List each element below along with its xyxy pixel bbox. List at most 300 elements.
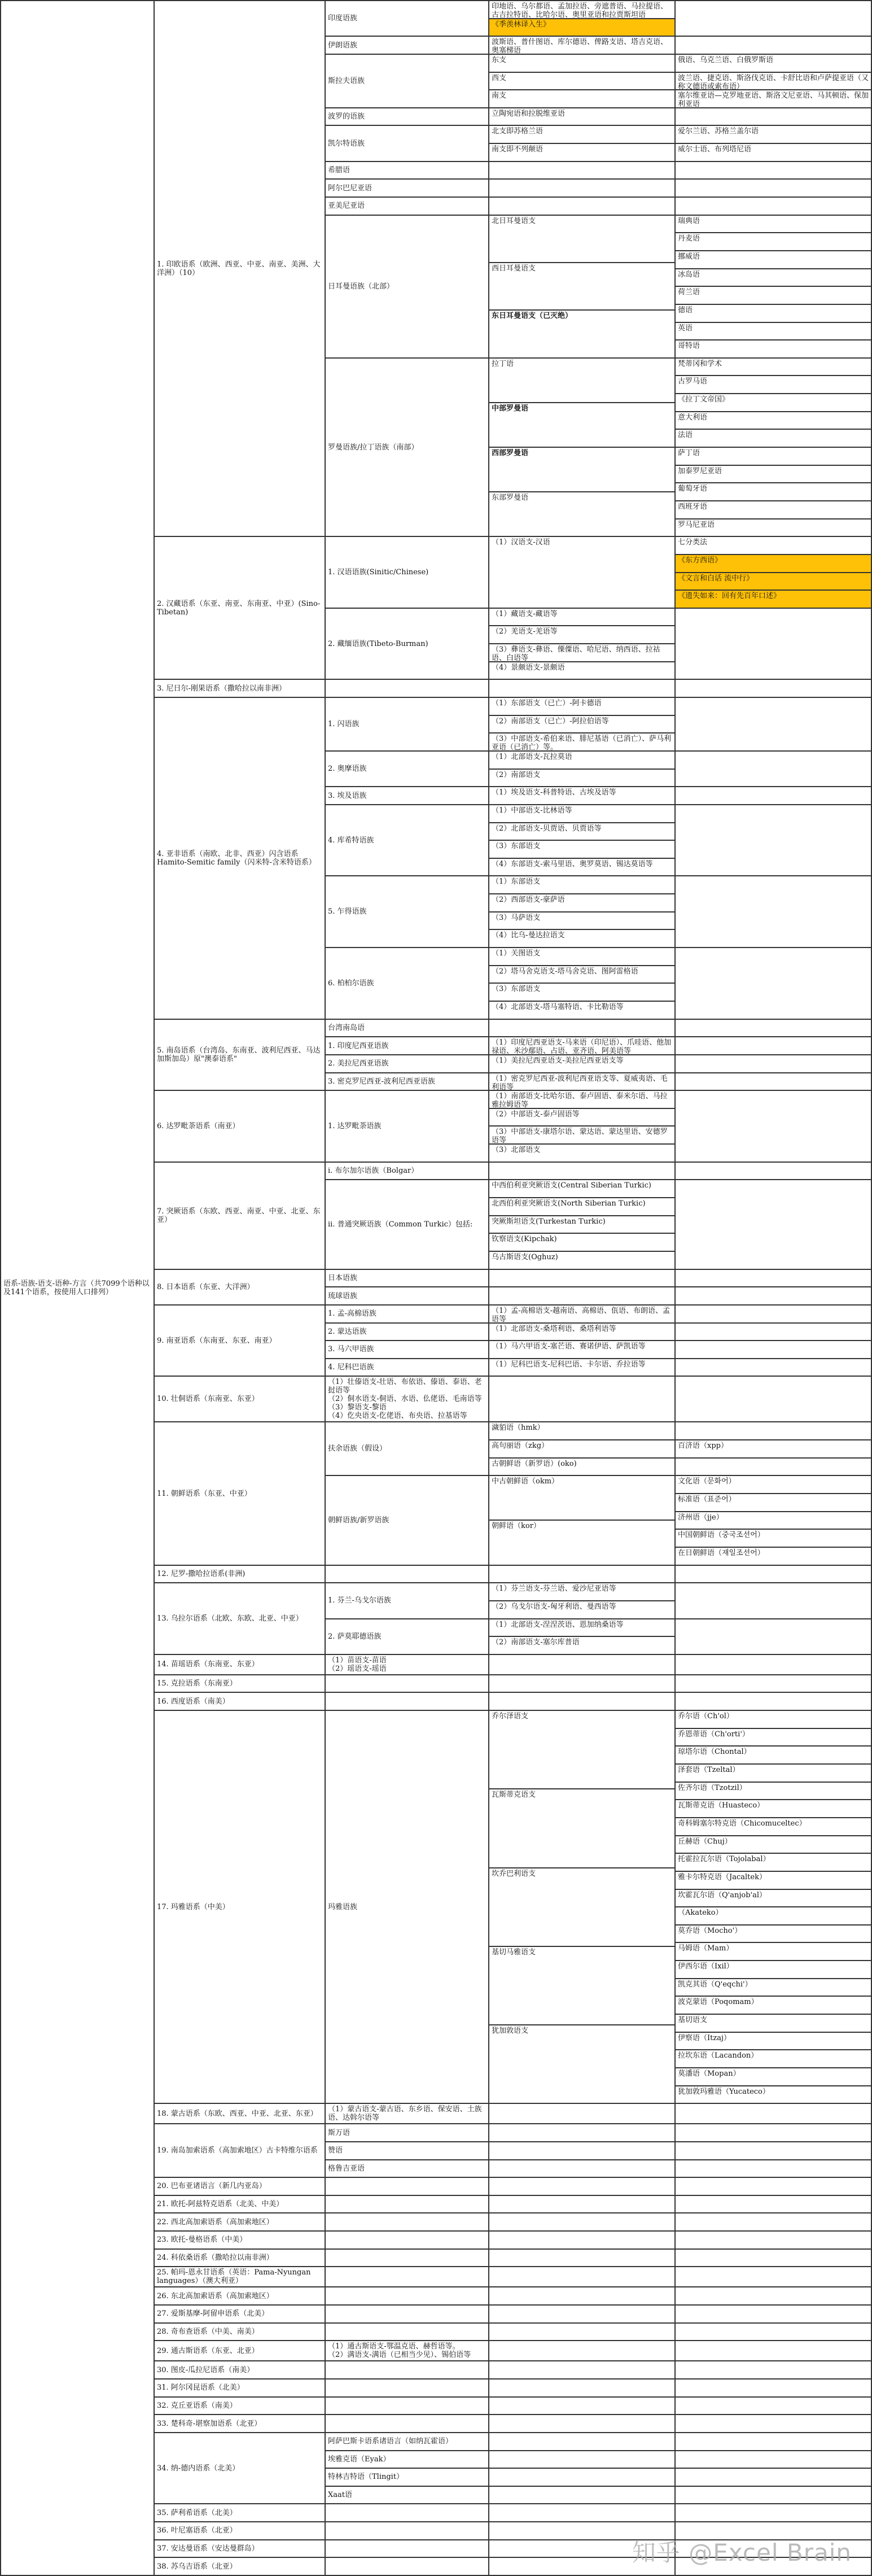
family-cell: 21. 欧托-阿兹特克语系（北美、中美） (155, 2196, 326, 2214)
language-item: 意大利语 (676, 412, 871, 430)
language-item (676, 609, 871, 679)
language-item (676, 2341, 871, 2360)
family-cell: 9. 南亚语系（东南亚、东亚、南亚） (155, 1306, 326, 1377)
language-item (676, 2433, 871, 2450)
language-column (676, 1422, 872, 1476)
family-cell: 24. 科依桑语系（撒哈拉以南非洲） (155, 2250, 326, 2268)
family-cell: 11. 朝鲜语系（东亚、中亚） (155, 1422, 326, 1565)
language-column (676, 1655, 872, 1675)
branch-cell: 4. 尼科巴语族 (326, 1359, 489, 1377)
branch-cell (326, 2558, 489, 2576)
subbranch-item (489, 180, 674, 197)
branch-cell: 1. 汉语语族(Sinitic/Chinese) (326, 537, 489, 609)
language-column (676, 1619, 872, 1655)
subbranch-item: 立陶宛语和拉脱维亚语 (492, 109, 566, 118)
subbranch-column (489, 1583, 676, 1619)
language-item: 爱尔兰语、苏格兰盖尔语 (676, 126, 871, 144)
language-item (676, 1566, 871, 1583)
subbranch-item: （1）孟-高棉语支-越南语、高棉语、佤语、布朗语、孟语等 (492, 1306, 671, 1324)
subbranch-item (489, 2178, 674, 2195)
language-column (676, 1377, 872, 1422)
branch-cell: 罗曼语族/拉丁语族（南部） (326, 359, 489, 537)
branch-cell (326, 2267, 489, 2287)
subbranch-item (489, 2433, 674, 2450)
language-column (676, 2341, 872, 2361)
branch-cell (326, 2398, 489, 2416)
subbranch-item: （1）埃及语支-科普特语、古埃及语等 (492, 788, 616, 797)
language-item (676, 2124, 871, 2141)
subbranch-item: 基切马雅语支 (489, 1947, 674, 2025)
subbranch-column (489, 1693, 676, 1711)
family-cell: 15. 克拉语系（东南亚） (155, 1675, 326, 1693)
language-item: 英语 (676, 323, 871, 341)
branch-cell: 赞语 (326, 2142, 489, 2160)
language-item (676, 1091, 871, 1162)
language-column (676, 1341, 872, 1359)
subbranch-item (489, 2267, 674, 2286)
language-item (676, 1163, 871, 1180)
subbranch-column (489, 537, 676, 609)
language-item: 乔尔语（Ch'ol） (676, 1711, 871, 1729)
language-column (676, 948, 872, 1020)
subbranch-column (489, 1324, 676, 1342)
language-item (676, 2232, 871, 2248)
language-column (676, 2213, 872, 2232)
language-item (676, 2324, 871, 2341)
subbranch-item: 西日耳曼语支 (489, 263, 674, 311)
language-column (676, 216, 872, 359)
language-column (676, 1055, 872, 1073)
language-item: 丹麦语 (676, 233, 871, 251)
subbranch-column (489, 2250, 676, 2268)
branch-cell: Xaat语 (326, 2487, 489, 2505)
subbranch-column (489, 2196, 676, 2214)
branch-cell: ii. 普通突厥语族（Common Turkic）包括: (326, 1180, 489, 1269)
subbranch-column (489, 1020, 676, 1038)
branch-cell: （1）苗语支-苗语 （2）瑶语支-瑶语 (326, 1655, 489, 1675)
branch-cell: i. 布尔加尔语族（Bolgar） (326, 1163, 489, 1181)
language-item (676, 1287, 871, 1304)
language-column (676, 2160, 872, 2178)
language-item (676, 752, 871, 786)
language-item (676, 2306, 871, 2322)
language-column (676, 2142, 872, 2160)
subbranch-column (489, 1055, 676, 1073)
language-item: 梵蒂冈和学术 (676, 359, 871, 377)
language-item (676, 876, 871, 947)
language-column (676, 2469, 872, 2487)
branch-cell: 伊朗语族 (326, 37, 489, 55)
language-item: 雅卡尔特克语（Jacaltek） (676, 1872, 871, 1890)
subbranch-column (489, 1073, 676, 1091)
language-item (676, 2160, 871, 2177)
language-column (676, 2398, 872, 2416)
language-item: 哥特语 (678, 342, 700, 351)
subbranch-item: （2）羌语支-羌语等 (489, 626, 674, 644)
root-label: 语系-语族-语支-语种-方言（共7099个语种以及141个语系，按使用人口排列） (1, 1, 155, 2576)
language-item: 乔恩蒂语（Ch'orti'） (676, 1729, 871, 1747)
language-item (676, 2142, 871, 2159)
family-cell: 16. 西度语系（南美） (155, 1693, 326, 1711)
branch-cell (326, 2540, 489, 2558)
subbranch-item: 乌古斯语支(Oghuz) (492, 1252, 558, 1261)
subbranch-item: （3）东部语支 (489, 984, 674, 1002)
subbranch-column (489, 2306, 676, 2324)
family-cell: 31. 阿尔冈昆语系（北美） (155, 2379, 326, 2398)
language-column (676, 1711, 872, 2104)
language-column (676, 1020, 872, 1038)
subbranch-column (489, 2451, 676, 2469)
branch-cell: 日本语族 (326, 1270, 489, 1288)
language-item (676, 1655, 871, 1674)
subbranch-item (489, 2451, 674, 2468)
language-column (676, 1163, 872, 1181)
language-item (676, 948, 871, 1019)
subbranch-column (489, 2324, 676, 2342)
language-column (676, 1073, 872, 1091)
language-item: 伊西尔语（Ixil） (676, 1961, 871, 1979)
subbranch-item: （4）比乌-曼达拉语支 (492, 931, 565, 940)
branch-cell: 阿萨巴斯卡语系诸语言（如纳瓦霍语） (326, 2433, 489, 2451)
language-column (676, 55, 872, 108)
subbranch-column (489, 1, 676, 37)
language-item (676, 37, 871, 54)
subbranch-column (489, 609, 676, 680)
branch-cell (326, 2324, 489, 2342)
subbranch-item: （2）乌戈尔语支-匈牙利语、曼西语等 (492, 1602, 616, 1611)
subbranch-item (489, 2104, 674, 2123)
branch-cell: 1. 闪语族 (326, 698, 489, 752)
subbranch-column (489, 2287, 676, 2306)
branch-cell: 3. 马六甲语族 (326, 1341, 489, 1359)
branch-cell (326, 2306, 489, 2324)
language-item: 百济语（xpp） (676, 1440, 871, 1459)
subbranch-column (489, 948, 676, 1020)
branch-cell: （1）蒙古语支-蒙古语、东乡语、保安语、土族语、达斡尔语等 (326, 2104, 489, 2124)
language-item: 凯克其语（Q'eqchi'） (676, 1979, 871, 1997)
subbranch-item (489, 2142, 674, 2159)
family-cell: 34. 纳-德内语系（北美） (155, 2433, 326, 2505)
branch-cell: 波罗的语族 (326, 108, 489, 126)
family-cell: 5. 南岛语系（台湾岛、东南亚、波利尼西亚、马达加斯加岛）原"澳泰语系" (155, 1020, 326, 1091)
subbranch-column (489, 2267, 676, 2287)
branch-cell (326, 2379, 489, 2398)
language-item: 拉坎东语（Lacandon） (676, 2050, 871, 2068)
language-column (676, 198, 872, 216)
language-item: 《拉丁文帝国》 (676, 394, 871, 412)
language-column (676, 2487, 872, 2505)
subbranch-item (489, 1377, 674, 1421)
subbranch-item: 中古朝鲜语（okm） (489, 1476, 674, 1521)
branch-cell: 1. 芬兰-乌戈尔语族 (326, 1583, 489, 1619)
language-item (676, 1693, 871, 1710)
language-item (676, 198, 871, 215)
branch-cell: 2. 美拉尼西亚语族 (326, 1055, 489, 1073)
branch-cell (326, 2504, 489, 2522)
language-item (676, 680, 871, 697)
branch-cell: 1. 印度尼西亚语族 (326, 1037, 489, 1055)
subbranch-column (489, 2142, 676, 2160)
language-item (676, 2361, 871, 2378)
subbranch-item: 拉丁语 (489, 359, 674, 403)
language-item: 瑞典语 (676, 216, 871, 234)
language-item: 法语 (676, 430, 871, 448)
language-column (676, 2104, 872, 2124)
language-column (676, 1359, 872, 1377)
subbranch-item (489, 2124, 674, 2141)
language-item (676, 1073, 871, 1090)
language-column (676, 2306, 872, 2324)
subbranch-column (489, 752, 676, 787)
subbranch-item: （1）北部语支-桑塔利语、桑塔利语等 (492, 1324, 616, 1333)
language-column (676, 805, 872, 877)
language-item (676, 2379, 871, 2396)
subbranch-item (489, 2379, 674, 2396)
language-item: 犹加敦玛雅语（Yucateco） (678, 2087, 770, 2096)
subbranch-column (489, 1675, 676, 1693)
subbranch-item: （1）密克罗尼西亚-波利尼西亚语支等、夏威夷语、毛利语等 (492, 1074, 668, 1091)
subbranch-column (489, 1619, 676, 1655)
subbranch-item: （3）东部语支 (489, 841, 674, 859)
subbranch-item (489, 1163, 674, 1180)
subbranch-item: 古朝鲜语（新罗语）(oko) (492, 1459, 577, 1468)
subbranch-column (489, 1711, 676, 2104)
branch-cell (326, 2213, 489, 2232)
subbranch-item (489, 2415, 674, 2432)
subbranch-item: 中西伯利亚突厥语支(Central Siberian Turkic) (489, 1180, 674, 1198)
language-item: 琼塔尔语（Chontal） (676, 1747, 871, 1765)
subbranch-item: （1）关图语支 (489, 948, 674, 966)
language-item: 马姆语（Mam） (676, 1943, 871, 1961)
branch-cell: 2. 萨莫耶德语族 (326, 1619, 489, 1655)
subbranch-item: （3）中部语支-康塔尔语、蒙达语、蒙达里语、安德罗语等 (489, 1127, 674, 1145)
subbranch-item: 濊貊语（hmk） (489, 1422, 674, 1440)
branch-cell: 阿尔巴尼亚语 (326, 180, 489, 198)
subbranch-item: （1）北部语支-瓦拉莫语 (489, 752, 674, 770)
branch-cell (326, 2178, 489, 2196)
subbranch-column (489, 1180, 676, 1269)
subbranch-column (489, 1306, 676, 1324)
language-item (676, 1306, 871, 1322)
language-item: 济州语（jje） (676, 1512, 871, 1530)
family-cell: 33. 楚科奇-堪察加语系（北亚） (155, 2415, 326, 2433)
language-item: 基切语支 (676, 2015, 871, 2033)
subbranch-item (489, 1287, 674, 1304)
subbranch-column (489, 1377, 676, 1422)
language-item: 在日朝鲜语（재일조선어） (678, 1548, 765, 1557)
subbranch-column (489, 126, 676, 161)
subbranch-item (489, 2361, 674, 2378)
family-cell: 19. 南岛加索语系（高加索地区）古卡特维尔语系 (155, 2124, 326, 2178)
subbranch-item: （1）中部语支-比林语等 (489, 805, 674, 823)
subbranch-item: （2）塔马舍克语支-塔马舍克语、图阿雷格语 (489, 966, 674, 984)
language-item (676, 2451, 871, 2468)
subbranch-item (489, 198, 674, 215)
branch-cell (326, 680, 489, 698)
family-cell: 6. 达罗毗荼语系（南亚） (155, 1091, 326, 1163)
subbranch-column (489, 1163, 676, 1181)
language-item (676, 1180, 871, 1268)
branch-cell: 台湾南岛语 (326, 1020, 489, 1038)
subbranch-column (489, 180, 676, 198)
language-item: 文化语（문화어） (676, 1476, 871, 1494)
subbranch-item: 北日耳曼语支 (489, 216, 674, 263)
family-cell: 26. 东北高加索语系（高加索地区） (155, 2287, 326, 2306)
language-item: 古罗马语 (676, 376, 871, 394)
subbranch-column (489, 2415, 676, 2433)
language-item (676, 1, 871, 36)
subbranch-item: 西支 (489, 73, 674, 91)
subbranch-item: 坎乔巴利语支 (489, 1868, 674, 1947)
family-cell: 27. 爱斯基摩-阿留申语系（北美） (155, 2306, 326, 2324)
language-item (676, 1619, 871, 1654)
subbranch-column (489, 55, 676, 108)
language-item: 冰岛语 (676, 269, 871, 287)
language-item: 丘赫语（Chuj） (676, 1836, 871, 1854)
family-cell: 4. 亚非语系（南欧、北非、西亚）闪含语系Hamito-Semitic family（闪米特-含米特语系） (155, 698, 326, 1020)
language-column (676, 2267, 872, 2287)
language-column (676, 1583, 872, 1619)
language-column (676, 537, 872, 609)
branch-cell (326, 2196, 489, 2214)
language-column (676, 2504, 872, 2522)
branch-cell: 扶余语族（假设） (326, 1422, 489, 1476)
language-item (676, 2196, 871, 2213)
subbranch-column (489, 2469, 676, 2487)
branch-cell: 斯拉夫语族 (326, 55, 489, 108)
language-column (676, 2287, 872, 2306)
language-column (676, 2451, 872, 2469)
subbranch-column (489, 787, 676, 805)
language-item (676, 2469, 871, 2486)
subbranch-item (489, 2160, 674, 2177)
branch-cell: 1. 孟-高棉语族 (326, 1306, 489, 1324)
language-column (676, 2324, 872, 2342)
family-cell: 36. 叶尼塞语系（北亚） (155, 2522, 326, 2540)
family-cell: 37. 安达曼语系（安达曼群岛） (155, 2540, 326, 2558)
subbranch-item (489, 2504, 674, 2521)
subbranch-column (489, 2213, 676, 2232)
subbranch-item (489, 1270, 674, 1287)
family-cell: 13. 乌拉尔语系（北欧、东欧、北亚、中亚） (155, 1583, 326, 1655)
language-item: 坎霍瓦尔语（Q'anjob'al） (676, 1890, 871, 1908)
subbranch-column (489, 1037, 676, 1055)
language-item (676, 1270, 871, 1287)
language-column (676, 1, 872, 37)
family-cell: 20. 巴布亚诸语言（新几内亚岛） (155, 2178, 326, 2196)
subbranch-column (489, 2341, 676, 2361)
family-cell: 14. 苗瑶语系（东南亚、东亚） (155, 1655, 326, 1675)
language-item: 托霍拉瓦尔语（Tojolabal） (676, 1854, 871, 1872)
language-item: 德语 (676, 305, 871, 323)
branch-cell: （1）壮傣语支-壮语、布依语、傣语、泰语、老挝语等 （2）侗水语支-侗语、水语、仫佬语、毛南语等 （3）黎语支-黎语 （4）仡央语支-仡佬语、布央语、拉基语等 (326, 1377, 489, 1422)
language-column (676, 1675, 872, 1693)
language-item: 加泰罗尼亚语 (676, 466, 871, 484)
subbranch-item: 朝鲜语（kor） (492, 1522, 541, 1531)
subbranch-column (489, 2398, 676, 2416)
branch-cell: 2. 蒙达语族 (326, 1324, 489, 1342)
language-column (676, 108, 872, 126)
language-column (676, 180, 872, 198)
subbranch-column (489, 876, 676, 948)
subbranch-column (489, 1422, 676, 1476)
subbranch-item: （1）南部语支-比哈尔语、泰卢固语、泰米尔语、马拉雅拉姆语等 (489, 1091, 674, 1109)
subbranch-item: （1）北部语支-涅涅茨语、恩加纳桑语等 (489, 1619, 674, 1638)
subbranch-column (489, 2232, 676, 2250)
branch-cell: 3. 密克罗尼西亚-波利尼西亚语族 (326, 1073, 489, 1091)
subbranch-item: （2）中部语支-泰卢固语等 (489, 1109, 674, 1127)
branch-cell (326, 1693, 489, 1711)
language-item: （Akateko） (676, 1907, 871, 1926)
language-item: 萨丁语 (676, 448, 871, 466)
language-column (676, 680, 872, 698)
subbranch-column (489, 198, 676, 216)
language-item: 葡萄牙语 (676, 483, 871, 501)
branch-cell (326, 2522, 489, 2540)
branch-cell: 埃雅克语（Eyak） (326, 2451, 489, 2469)
language-item (676, 2104, 871, 2123)
subbranch-column (489, 216, 676, 359)
subbranch-item (489, 680, 674, 697)
language-item (676, 805, 871, 876)
subbranch-item: （4）北部语支-塔马塞特语、卡比勒语等 (492, 1002, 624, 1011)
subbranch-item: 北支即苏格兰语 (489, 126, 674, 144)
subbranch-item: （4）东部语支-索马里语、奥罗莫语、锡达莫语等 (492, 859, 653, 868)
language-item (676, 1020, 871, 1037)
language-item (676, 2250, 871, 2267)
language-column (676, 2415, 872, 2433)
subbranch-item (489, 2487, 674, 2504)
subbranch-item (489, 1566, 674, 1583)
language-item: 七分类法 (676, 537, 871, 555)
language-item (676, 2487, 871, 2504)
language-item: 标准语（표준어） (676, 1494, 871, 1512)
language-item (676, 2504, 871, 2521)
language-column (676, 752, 872, 787)
branch-cell: 印度语族 (326, 1, 489, 37)
family-cell: 22. 西北高加索语系（高加索地区） (155, 2213, 326, 2232)
subbranch-column (489, 1566, 676, 1584)
subbranch-column (489, 162, 676, 180)
language-column (676, 2379, 872, 2398)
branch-cell: 特林吉特语（Tlingit） (326, 2469, 489, 2487)
language-column (676, 1287, 872, 1306)
family-cell: 32. 克丘亚语系（南美） (155, 2398, 326, 2416)
language-item (676, 1675, 871, 1692)
subbranch-item: （1）东部语支 (489, 876, 674, 894)
language-column (676, 787, 872, 805)
subbranch-column (489, 1091, 676, 1163)
branch-cell (326, 2287, 489, 2306)
language-item: 《文言和白话 流中行》 (676, 573, 871, 591)
subbranch-item (489, 2469, 674, 2486)
language-column (676, 2124, 872, 2142)
branch-cell: 琉球语族 (326, 1287, 489, 1306)
subbranch-item: （2）南部语支 (492, 770, 541, 779)
subbranch-item: （1）东部语支（已亡）-阿卡德语 (489, 698, 674, 716)
language-item: 瓦斯蒂克语（Huasteco） (676, 1800, 871, 1818)
subbranch-column (489, 2104, 676, 2124)
branch-cell (326, 1675, 489, 1693)
language-item: 罗马尼亚语 (678, 520, 715, 529)
subbranch-item: （2）南部语支（已亡）-阿拉伯语等 (489, 716, 674, 734)
subbranch-column (489, 680, 676, 698)
subbranch-item (489, 2324, 674, 2341)
family-cell: 1. 印欧语系（欧洲、西亚、中亚、南亚、美洲、大洋洲）（10） (155, 1, 326, 537)
branch-cell: 2. 奥摩语族 (326, 752, 489, 787)
subbranch-column (489, 1287, 676, 1306)
language-column (676, 1180, 872, 1269)
